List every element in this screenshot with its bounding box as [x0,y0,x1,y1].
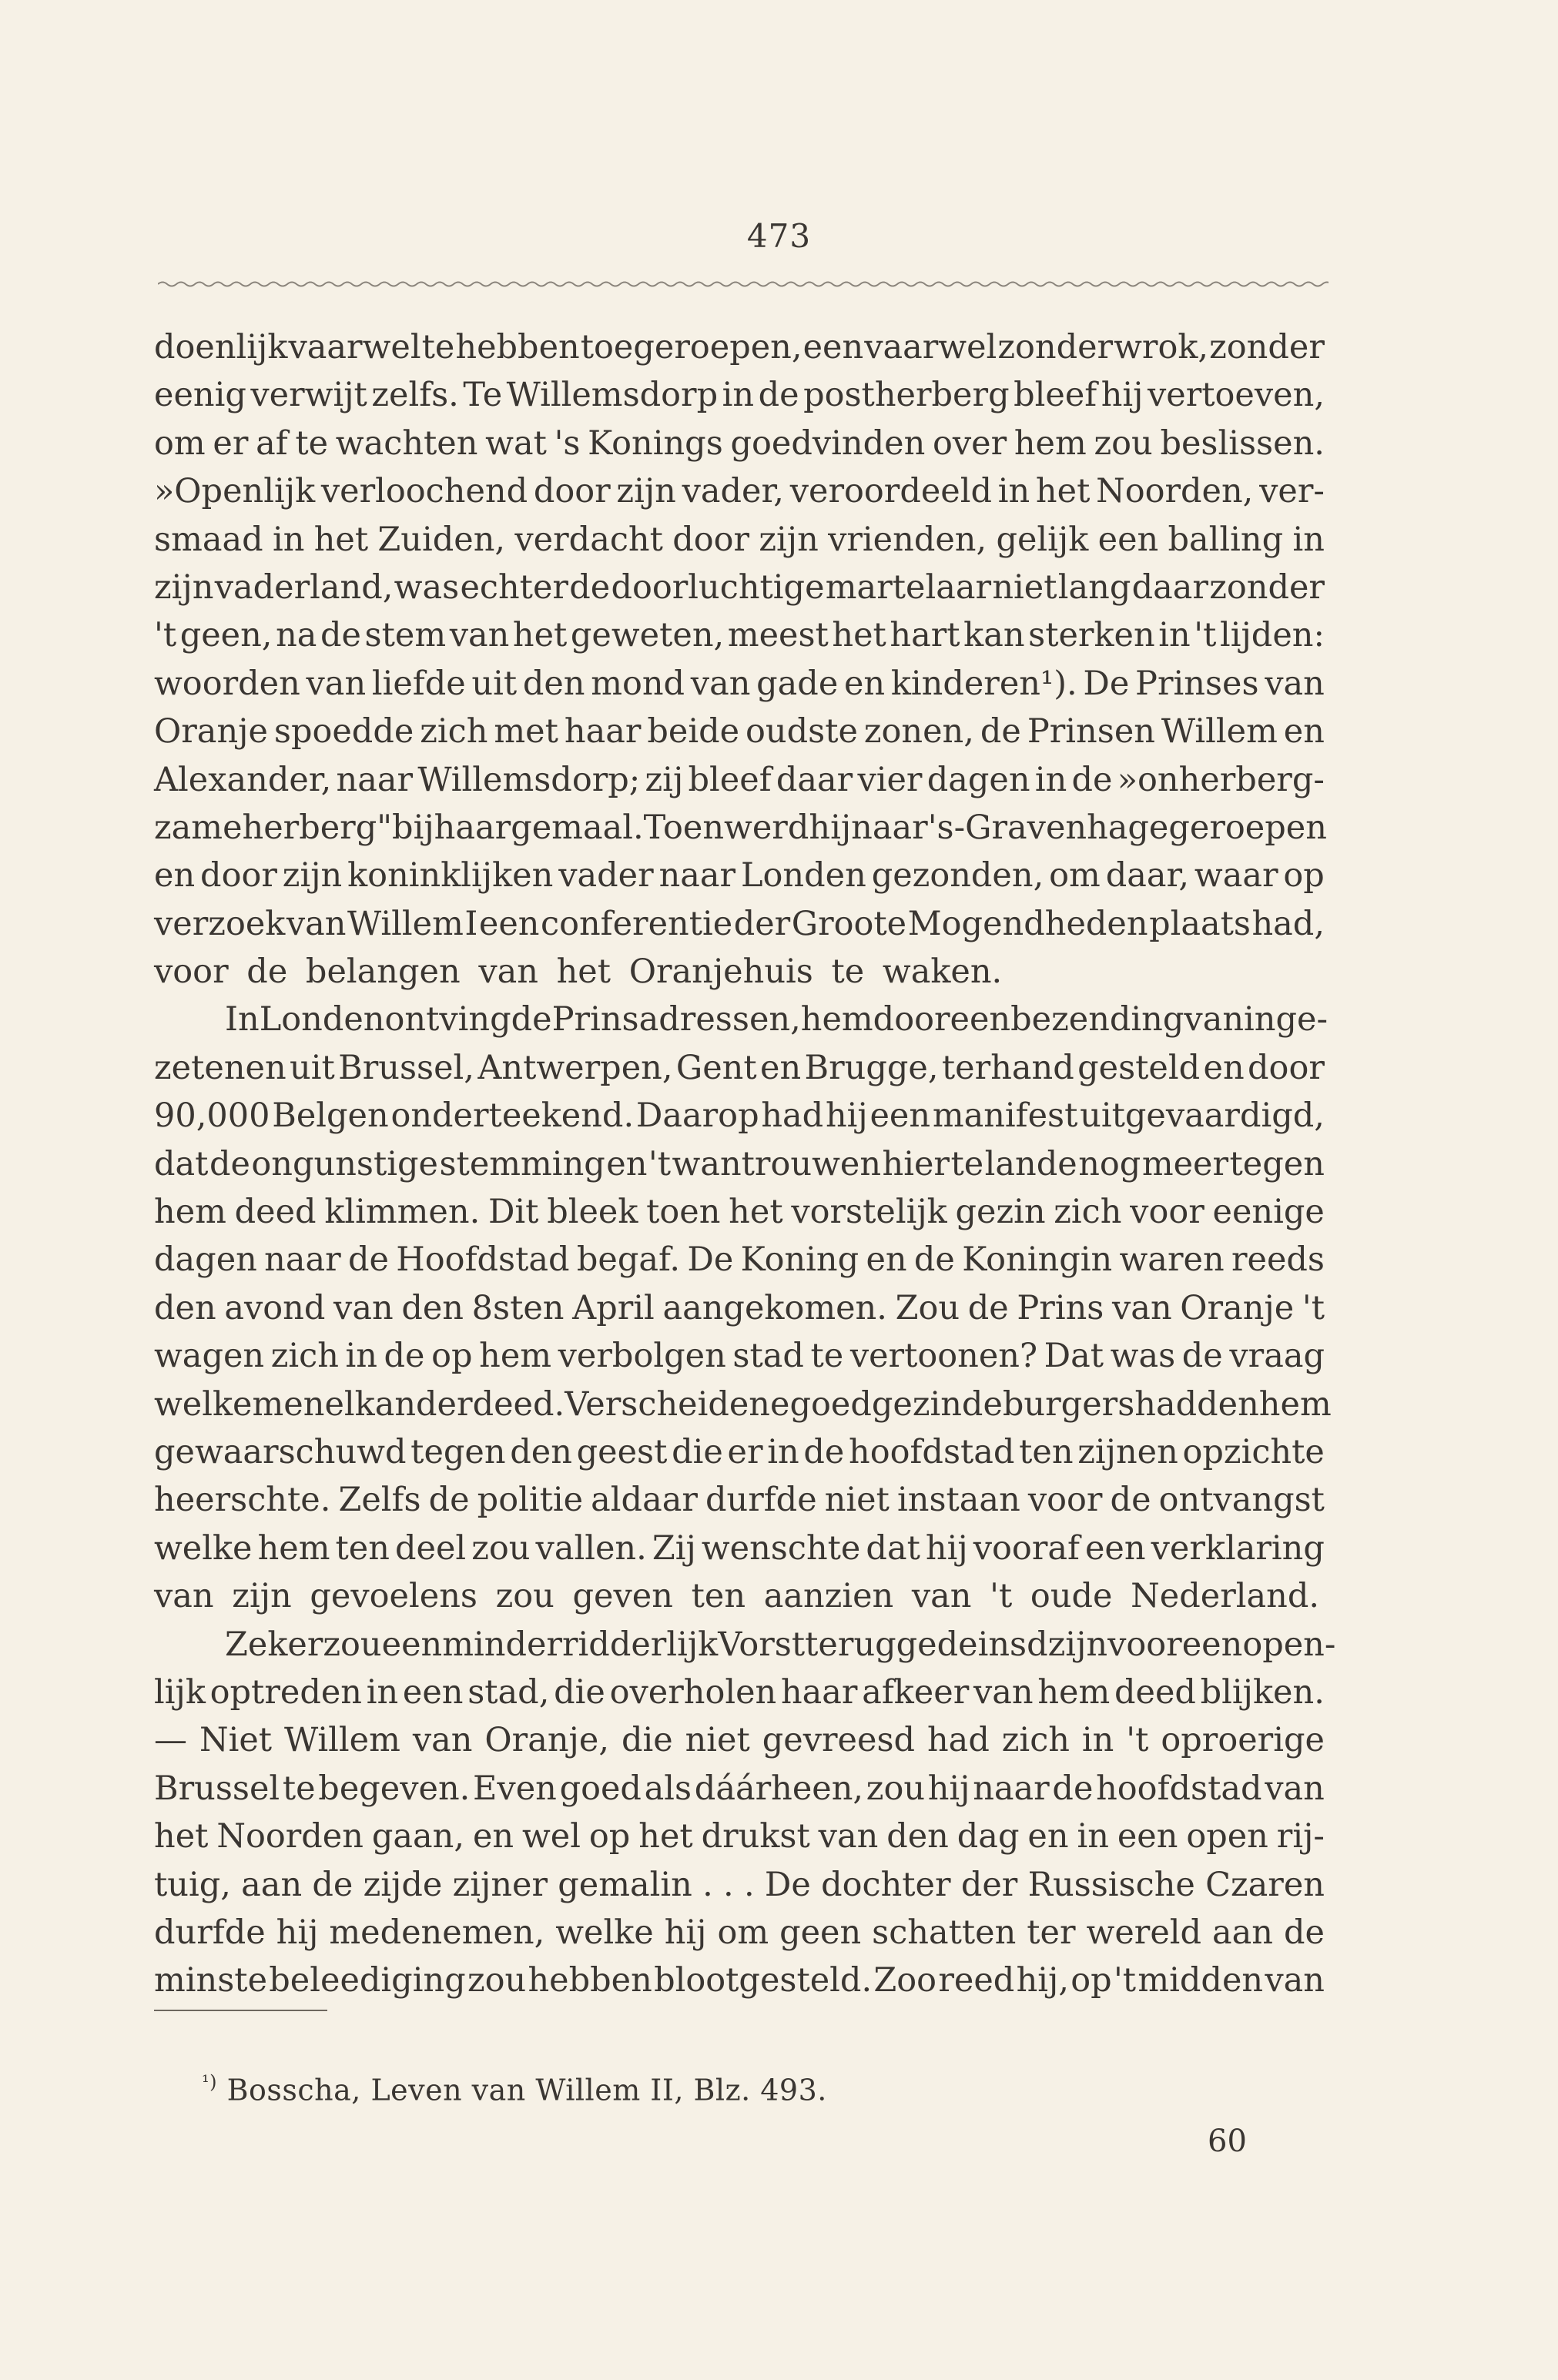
text-line: dagen naar de Hoofdstad begaf. De Koning en de Koningin waren reeds [154,1240,1325,1280]
text-line: woorden van liefde uit den mond van gade en kinderen¹). De Prinses van [154,664,1325,703]
text-line: heerschte. Zelfs de politie aldaar durfde niet instaan voor de ontvangst [154,1481,1325,1520]
text-line: dat de ongunstige stemming en 't wantrouwen hier te lande nog meer tegen [154,1144,1325,1183]
text-line: zijn vaderland, was echter de doorluchtige martelaar niet lang daar zonder [154,567,1325,607]
text-line: Zeker zou een minder ridderlijk Vorst teruggedeinsd zijn voor een open- [225,1625,1336,1664]
text-line: lijk optreden in een stad, die overholen haar afkeer van hem deed blijken. [154,1672,1325,1712]
text-line: voor de belangen van het Oranjehuis te waken. [154,952,1003,992]
text-line: doenlijk vaarwel te hebben toegeroepen, een vaarwel zonder wrok, zonder [154,328,1325,367]
page-number: 473 [746,217,812,255]
text-line: verzoek van Willem I een conferentie der Groote Mogendheden plaats had, [154,904,1325,943]
text-line: van zijn gevoelens zou geven ten aanzien van 't oude Nederland. [154,1577,1320,1616]
body-text [154,323,1336,2005]
text-line: welke hem ten deel zou vallen. Zij wenschte dat hij vooraf een verklaring [154,1528,1325,1568]
text-line: »Openlijk verloochend door zijn vader, veroordeeld in het Noorden, ver- [154,472,1325,511]
text-line: smaad in het Zuiden, verdacht door zijn vrienden, gelijk een balling in [154,520,1325,559]
text-line: Oranje spoedde zich met haar beide oudste zonen, de Prinsen Willem en [154,712,1325,751]
text-line: eenig verwijt zelfs. Te Willemsdorp in de postherberg bleef hij vertoeven, [154,376,1325,415]
text-line: wagen zich in de op hem verbolgen stad te vertoonen? Dat was de vraag [154,1337,1325,1376]
footnote-text: Bosscha, Leven van Willem II, Blz. 493. [226,2073,827,2107]
footnote [202,2073,827,2107]
text-line: 90,000 Belgen onderteekend. Daarop had hij een manifest uitgevaardigd, [154,1096,1325,1136]
signature-mark: 60 [1208,2124,1247,2159]
text-line: hem deed klimmen. Dit bleek toen het vorstelijk gezin zich voor eenige [154,1193,1325,1232]
text-line: Alexander, naar Willemsdorp; zij bleef daar vier dagen in de »onherberg- [154,760,1325,799]
text-line: en door zijn koninklijken vader naar Londen gezonden, om daar, waar op [154,856,1325,895]
text-line: zame herberg" bij haar gemaal. Toen werd hij naar 's-Gravenhage geroepen [154,808,1327,847]
header-wavy-rule [158,279,1328,290]
text-line: 't geen, na de stem van het geweten, meest het hart kan sterken in 't lijden: [154,616,1325,655]
text-line: tuig, aan de zijde zijner gemalin . . . De dochter der Russische Czaren [154,1865,1325,1904]
text-line: durfde hij medenemen, welke hij om geen schatten ter wereld aan de [154,1913,1325,1952]
text-line: — Niet Willem van Oranje, die niet gevreesd had zich in 't oproerige [154,1721,1325,1760]
footnote-marker: ¹) [202,2071,217,2093]
text-line: In Londen ontving de Prins adressen, hem door een bezending van inge- [225,1000,1328,1039]
text-line: minste beleediging zou hebben blootgesteld. Zoo reed hij, op 't midden van [154,1961,1325,2000]
footnote-rule [154,2010,327,2011]
text-line: het Noorden gaan, en wel op het drukst van den dag en in een open rij- [154,1817,1325,1856]
text-line: om er af te wachten wat 's Konings goedvinden over hem zou beslissen. [154,423,1325,463]
text-line: welke men elkander deed. Verscheidene goedgezinde burgers hadden hem [154,1384,1332,1424]
text-line: zetenen uit Brussel, Antwerpen, Gent en Brugge, terhand gesteld en door [154,1048,1325,1087]
text-line: gewaarschuwd tegen den geest die er in de hoofdstad ten zijnen opzichte [154,1432,1325,1471]
text-line: den avond van den 8sten April aangekomen. Zou de Prins van Oranje 't [154,1288,1325,1327]
text-line: Brussel te begeven. Even goed als dáárheen, zou hij naar de hoofdstad van [154,1769,1325,1808]
